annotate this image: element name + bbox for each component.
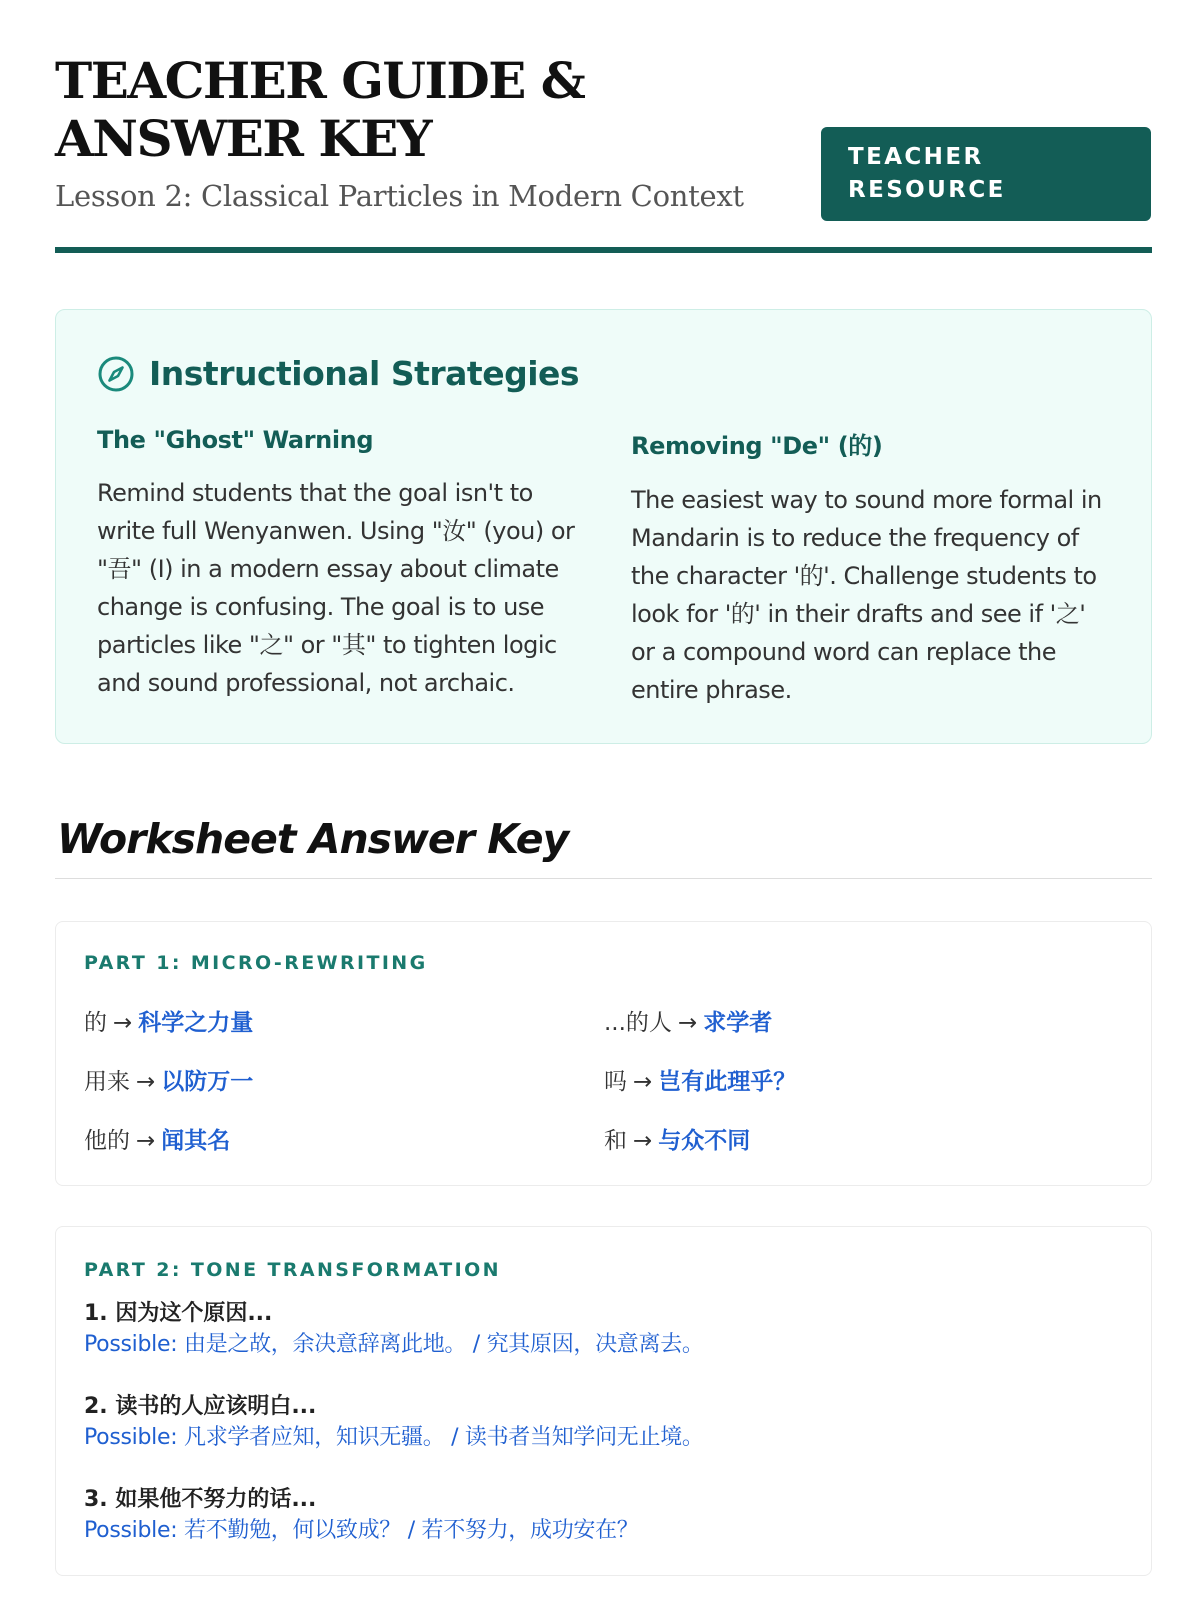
arrow-icon: → <box>633 1128 653 1154</box>
arrow-icon: → <box>113 1010 133 1036</box>
header-divider <box>55 247 1152 253</box>
strategy-heading: The "Ghost" Warning <box>97 426 374 454</box>
rewrite-answer: 科学之力量 <box>138 1010 254 1036</box>
tone-item <box>84 1299 1124 1361</box>
rewrite-source: 和 <box>604 1128 627 1154</box>
arrow-icon: → <box>136 1128 156 1154</box>
strategies-title: Instructional Strategies <box>149 354 580 393</box>
tone-item <box>84 1485 1124 1547</box>
rewrite-source: ...的人 <box>604 1010 672 1036</box>
header <box>55 0 1152 255</box>
rewrite-item <box>84 1122 230 1155</box>
arrow-icon: → <box>677 1010 698 1036</box>
part1-card <box>55 921 1152 1186</box>
tone-question: 2. 读书的人应该明白... <box>84 1394 317 1419</box>
strategy-removing-de <box>631 426 1111 709</box>
rewrite-item <box>604 1063 796 1096</box>
rewrite-answer: 闻其名 <box>161 1128 231 1154</box>
rewrite-answer: 以防万一 <box>161 1069 254 1095</box>
rewrite-source: 吗 <box>604 1069 627 1095</box>
page-subtitle: Lesson 2: Classical Particles in Modern Context <box>55 179 744 213</box>
arrow-icon: → <box>136 1069 156 1095</box>
teacher-resource-badge: TEACHER RESOURCE <box>821 127 1151 221</box>
tone-question: 3. 如果他不努力的话... <box>84 1487 317 1512</box>
arrow-icon: → <box>633 1069 653 1095</box>
part1-label: PART 1: MICRO-REWRITING <box>84 952 428 974</box>
tone-answer: Possible: 若不勤勉，何以致成？ / 若不努力，成功安在？ <box>84 1518 639 1543</box>
compass-icon <box>97 355 135 393</box>
rewrite-source: 他的 <box>84 1128 130 1154</box>
rewrite-item <box>84 1004 253 1037</box>
rewrite-answer: 岂有此理乎？ <box>658 1069 797 1095</box>
part2-card <box>55 1226 1152 1576</box>
instructional-strategies-panel <box>55 309 1152 744</box>
rewrite-item <box>604 1122 750 1155</box>
rewrite-source: 的 <box>84 1010 107 1036</box>
tone-answer: Possible: 凡求学者应知，知识无疆。 / 读书者当知学问无止境。 <box>84 1425 704 1450</box>
strategy-ghost-warning <box>97 426 577 702</box>
worksheet-divider <box>55 878 1152 879</box>
strategy-body: Remind students that the goal isn't to write full Wenyanwen. Using "汝" (you) or "吾" (I) in a modern essay about climate change is confusing. The goal is to use particles like "之" or "其" to tighten logic and sound professional, not archaic. <box>97 479 575 697</box>
page-title: TEACHER GUIDE & ANSWER KEY <box>55 51 585 168</box>
rewrite-source: 用来 <box>84 1069 130 1095</box>
strategies-heading <box>97 354 579 393</box>
tone-answer: Possible: 由是之故，余决意辞离此地。 / 究其原因，决意离去。 <box>84 1332 704 1357</box>
strategy-body: The easiest way to sound more formal in Mandarin is to reduce the frequency of the character '的'. Challenge students to look for '的' in their drafts and see if '之' or a compound word can replace the entire phrase. <box>631 486 1102 704</box>
rewrite-item <box>604 1004 772 1037</box>
rewrite-answer: 与众不同 <box>658 1128 751 1154</box>
strategy-heading: Removing "De" (的) <box>631 432 883 460</box>
tone-item <box>84 1392 1124 1454</box>
part2-label: PART 2: TONE TRANSFORMATION <box>84 1259 501 1281</box>
rewrite-item <box>84 1063 253 1096</box>
page <box>55 0 1152 1543</box>
tone-question: 1. 因为这个原因... <box>84 1301 273 1326</box>
rewrite-answer: 求学者 <box>703 1010 773 1036</box>
worksheet-title: Worksheet Answer Key <box>57 815 569 863</box>
